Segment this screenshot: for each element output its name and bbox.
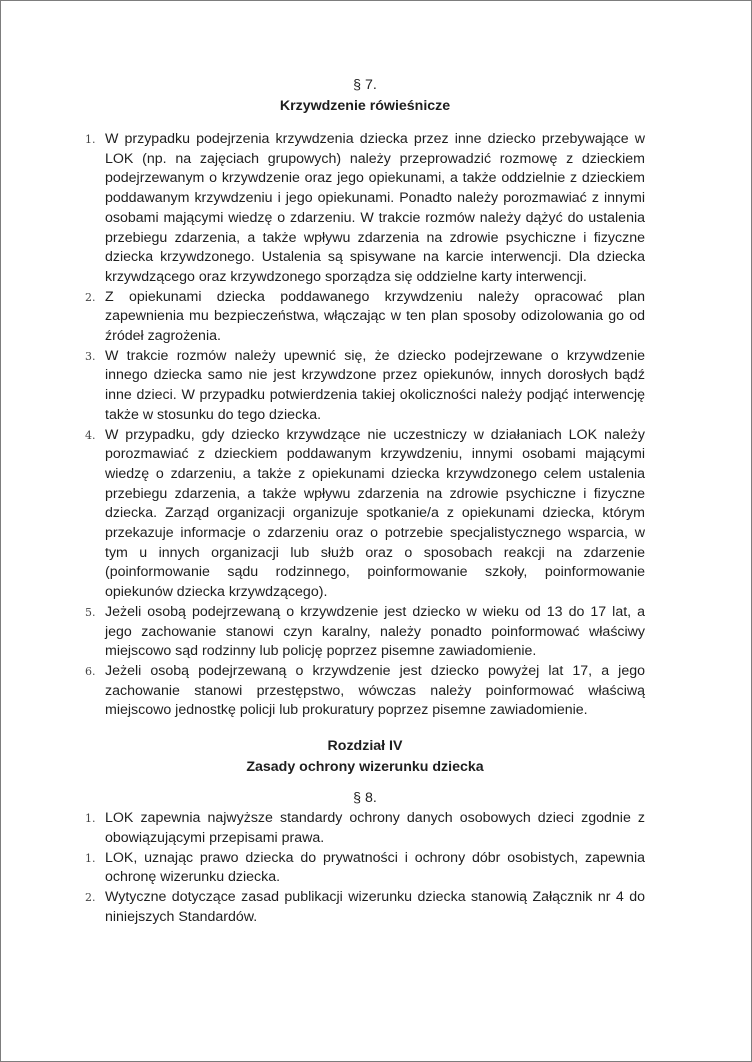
list-item [85,130,645,288]
list-item [85,662,645,721]
list-item-text: W przypadku, gdy dziecko krzywdzące nie uczestniczy w działaniach LOK należy porozmawiać z dzieckiem poddawanym krzywdzeniu, innymi osobami mającymi wiedzę o zdarzeniu, a także z opiekunami dziecka krzywdzonego celem ustalenia przebiegu zdarzenia, a także wpływu zdarzenia na zdrowie psychiczne i fizyczne dziecka. Zarząd organizacji organizuje spotkanie/a z opiekunami dziecka, którym przekazuje informacje o zdarzeniu oraz o potrzebie specjalistycznego wsparcia, w tym u innych organizacji lub służb oraz o sposobach reakcji na zdarzenie (poinformowanie sądu rodzinnego, poinformowanie szkoły, poinformowanie opiekunów dziecka krzywdzącego). [105,426,645,601]
chapter-title: Zasady ochrony wizerunku dziecka [246,759,484,776]
list-item [85,809,645,848]
section-7-title: Krzywdzenie rówieśnicze [279,98,451,114]
list-item [85,603,645,662]
list-number: 5. [85,605,96,619]
section-7-heading: § 7. [353,77,377,93]
list-number: 6. [85,664,96,678]
list-item [85,426,645,603]
section-7-list [85,130,645,721]
list-item-text: W przypadku podejrzenia krzywdzenia dziecka przez inne dziecko przebywające w LOK (np. na zajęciach grupowych) należy przeprowadzić rozmowę z dzieckiem podejrzewanym o krzywdzenie oraz jego opiekunami, a także oddzielnie z dzieckiem poddawanym krzywdzeniu i jego opiekunami. Ponadto należy porozmawiać z innymi osobami mającymi wiedzę o zdarzeniu. W trakcie rozmów należy dążyć do ustalenia przebiegu zdarzenia, a także wpływu zdarzenia na zdrowie psychiczne i fizyczne dziecka krzywdzonego. Ustalenia są spisywane na karcie interwencji. Dla dziecka krzywdzącego oraz krzywdzonego sporządza się oddzielne karty interwencji. [105,131,645,285]
section-8-heading: § 8. [353,790,377,807]
list-item-text: W trakcie rozmów należy upewnić się, że dziecko podejrzewane o krzywdzenie innego dziecka samo nie jest krzywdzone przez opiekunów, innych dorosłych bądź inne dzieci. W przypadku potwierdzenia takiej okoliczności należy podjąć interwencję także w stosunku do tego dziecka. [105,347,645,423]
list-item-text: Jeżeli osobą podejrzewaną o krzywdzenie jest dziecko w wieku od 13 do 17 lat, a jego zachowanie stanowi czyn karalny, należy ponadto poinformować właściwy miejscowo sąd rodzinny lub policję poprzez pisemne zawiadomienie. [105,603,645,660]
list-item [85,347,645,426]
list-item [85,888,645,927]
list-number: 1. [85,133,96,146]
list-number: 1. [85,812,96,826]
list-number: 3. [85,349,96,363]
list-item-text: Z opiekunami dziecka poddawanego krzywdzeniu należy opracować plan zapewnienia mu bezpieczeństwa, włączając w ten plan sposoby odizolowania go od źródeł zagrożenia. [105,288,645,345]
list-item [85,849,645,888]
list-number: 1. [85,851,96,865]
list-number: 2. [85,290,96,304]
section-8-list [85,809,645,927]
list-number: 4. [85,428,96,442]
chapter-heading: Rozdział IV [327,738,403,755]
list-item-text: LOK, uznając prawo dziecka do prywatności i ochrony dóbr osobistych, zapewnia ochronę wizerunku dziecka. [105,849,645,886]
list-item [85,288,645,347]
list-item-text: Wytyczne dotyczące zasad publikacji wizerunku dziecka stanowią Załącznik nr 4 do niniejszych Standardów. [105,888,645,925]
list-number: 2. [85,890,96,904]
list-item-text: LOK zapewnia najwyższe standardy ochrony danych osobowych dzieci zgodnie z obowiązującymi przepisami prawa. [105,810,645,846]
list-item-text: Jeżeli osobą podejrzewaną o krzywdzenie jest dziecko powyżej lat 17, a jego zachowanie stanowi przestępstwo, wówczas należy poinformować właściwą miejscowo jednostkę policji lub prokuratury poprzez pisemne zawiadomienie. [105,662,645,719]
document-content [85,75,645,927]
